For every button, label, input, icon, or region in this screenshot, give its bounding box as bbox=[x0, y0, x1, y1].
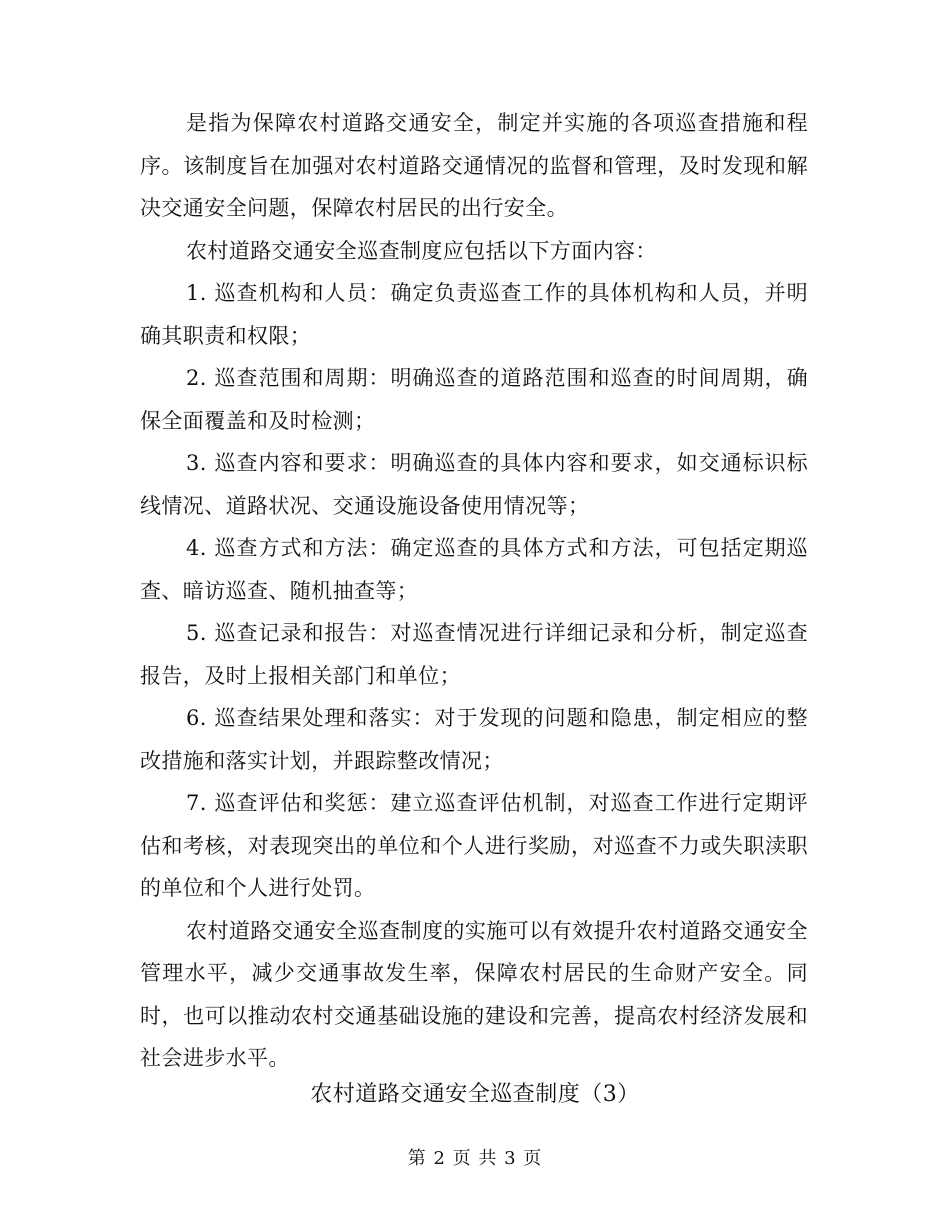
list-item-1: 1. 巡查机构和人员：确定负责巡查工作的具体机构和人员，并明确其职责和权限； bbox=[140, 281, 808, 348]
paragraph-conclusion: 农村道路交通安全巡查制度的实施可以有效提升农村道路交通安全管理水平，减少交通事故发生率，保障农村居民的生命财产安全。同时，也可以推动农村交通基础设施的建设和完善，提高农村经济发展和社会进步水平。 bbox=[140, 918, 808, 1070]
paragraph-contents-lead: 农村道路交通安全巡查制度应包括以下方面内容： bbox=[186, 238, 657, 263]
list-item-4: 4. 巡查方式和方法：确定巡查的具体方式和方法，可包括定期巡查、暗访巡查、随机抽查等； bbox=[140, 536, 808, 603]
list-item-7: 7. 巡查评估和奖惩：建立巡查评估机制，对巡查工作进行定期评估和考核，对表现突出的单位和个人进行奖励，对巡查不力或失职渎职的单位和个人进行处罚。 bbox=[140, 791, 808, 900]
list-item-3: 3. 巡查内容和要求：明确巡查的具体内容和要求，如交通标识标线情况、道路状况、交通设施设备使用情况等； bbox=[140, 451, 808, 518]
list-item-5: 5. 巡查记录和报告：对巡查情况进行详细记录和分析，制定巡查报告，及时上报相关部门和单位； bbox=[140, 621, 808, 688]
list-item-2: 2. 巡查范围和周期：明确巡查的道路范围和巡查的时间周期，确保全面覆盖和及时检测； bbox=[140, 366, 808, 433]
section-heading: 农村道路交通安全巡查制度（3） bbox=[310, 1082, 640, 1107]
paragraph-intro: 是指为保障农村道路交通安全，制定并实施的各项巡查措施和程序。该制度旨在加强对农村道路交通情况的监督和管理，及时发现和解决交通安全问题，保障农村居民的出行安全。 bbox=[140, 111, 808, 220]
list-item-6: 6. 巡查结果处理和落实：对于发现的问题和隐患，制定相应的整改措施和落实计划，并跟踪整改情况； bbox=[140, 706, 808, 773]
document-body bbox=[140, 102, 808, 1080]
page-footer: 第 2 页 共 3 页 bbox=[407, 1148, 543, 1169]
